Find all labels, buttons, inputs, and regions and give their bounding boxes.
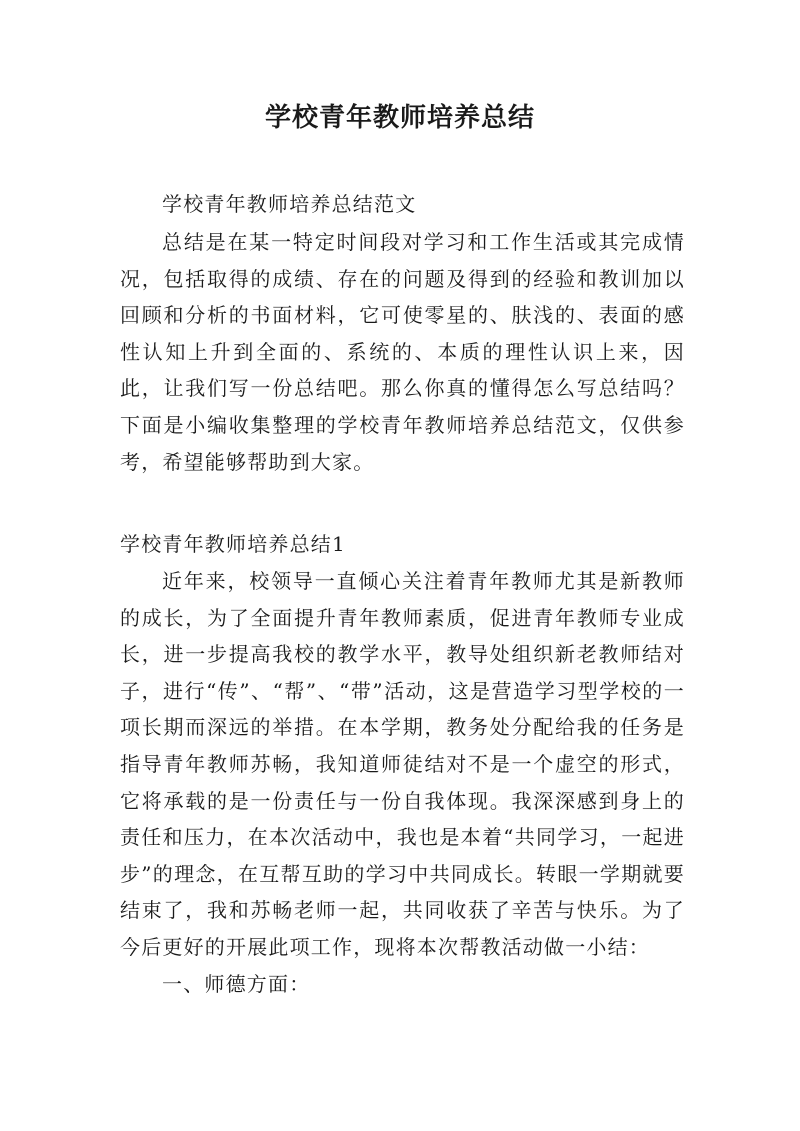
section1-block [120,563,685,1002]
document-title: 学校青年教师培养总结 [264,103,535,133]
intro-block [120,224,685,480]
section-heading: 学校青年教师培养总结1 [120,532,346,556]
section1-paragraph: 近年来，校领导一直倾心关注着青年教师尤其是新教师的成长，为了全面提升青年教师素质，促进青年教师专业成长，进一步提高我校的教学水平，教导处组织新老教师结对子，进行“传”、“帮”、“带”活动，这是营造学习型学校的一项长期而深远的举措。在本学期，教务处分配给我的任务是指导青年教师苏畅，我知道师徒结对不是一个虚空的形式，它将承载的是一份责任与一份自我体现。我深深感到身上的责任和压力，在本次活动中，我也是本着“共同学习，一起进步”的理念，在互帮互助的学习中共同成长。转眼一学期就要结束了，我和苏畅老师一起，共同收获了辛苦与快乐。为了今后更好的开展此项工作，现将本次帮教活动做一小结： [120,569,685,959]
section1-item-heading: 一、师德方面： [162,971,311,996]
intro-paragraph: 总结是在某一特定时间段对学习和工作生活或其完成情况，包括取得的成绩、存在的问题及得到的经验和教训加以回顾和分析的书面材料，它可使零星的、肤浅的、表面的感性认知上升到全面的、系统的、本质的理性认识上来，因此，让我们写一份总结吧。那么你真的懂得怎么写总结吗？下面是小编收集整理的学校青年教师培养总结范文，仅供参考，希望能够帮助到大家。 [120,230,685,474]
document-subtitle: 学校青年教师培养总结范文 [162,192,417,216]
